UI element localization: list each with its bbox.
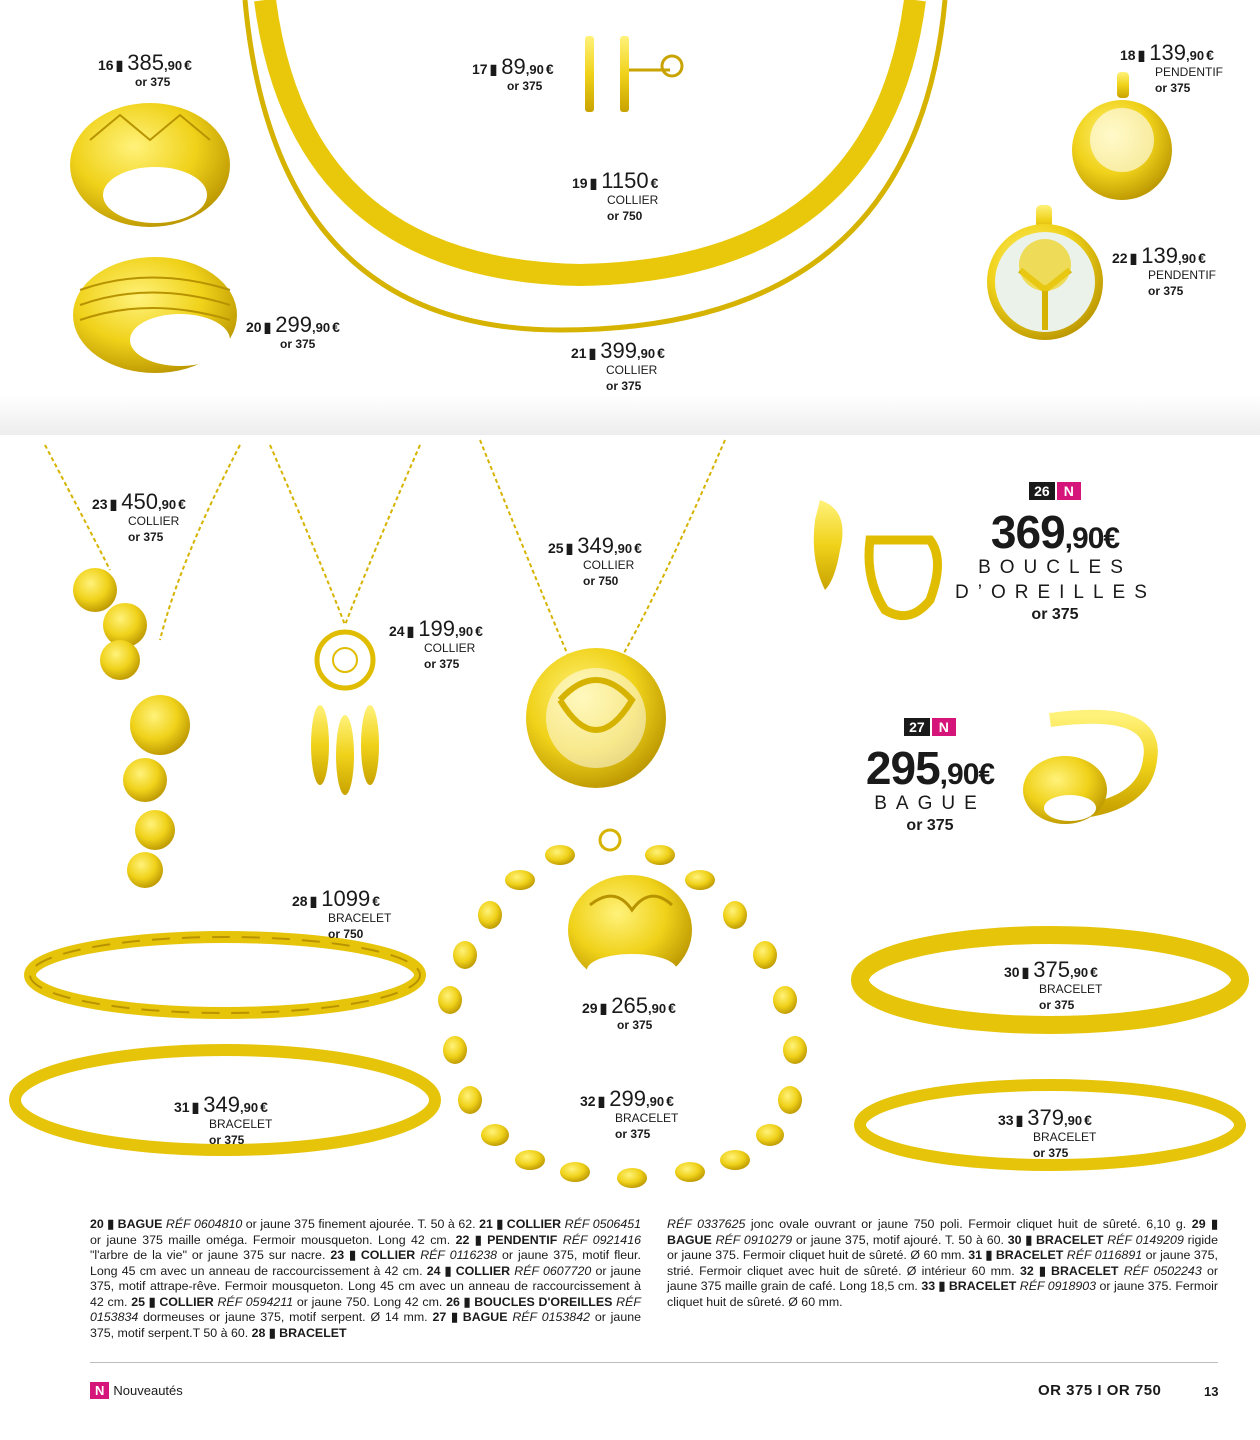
earrings-26-image	[814, 500, 938, 616]
pendant-22-image	[987, 205, 1103, 340]
ring-16-image	[70, 103, 230, 227]
featured-price-26: 26 N 369,90€ BOUCLES D’OREILLES or 375	[955, 483, 1156, 623]
footer-title: OR 375 I OR 750	[1038, 1382, 1162, 1399]
price-tag-31: 31 ▮ 349,90 € BRACELET or 375	[174, 1092, 273, 1147]
price-tag-24: 24 ▮ 199,90 € COLLIER or 375	[389, 616, 483, 671]
price-tag-17: 17 ▮ 89,90 € or 375	[472, 54, 554, 93]
price-tag-18: 18 ▮ 139,90 € PENDENTIF or 375	[1120, 40, 1224, 95]
price-tag-16: 16 ▮ 385,90 € or 375	[98, 50, 192, 89]
description-column-2: RÉF 0337625 jonc ovale ouvrant or jaune 750 poli. Fermoir cliquet huit de sûreté. 6,10 g. 29 ▮ BAGUE RÉF 0910279 or jaune 375, motif ajouré. T. 50 à 60. 30 ▮ BRACELET RÉF 0149209 rigide or jaune 375. Fermoir cliquet huit de sûreté. Ø 60 mm. 31 ▮ BRACELET RÉF 0116891 or jaune 375, strié. Fermoir cliquet avec huit de sûreté. Ø intérieur 60 mm. 32 ▮ BRACELET RÉF 0502243 or jaune 375 maille grain de café. Long 18,5 cm. 33 ▮ BRACELET RÉF 0918903 or jaune 375. Fermoir cliquet huit de sûreté. Ø 60 mm.	[667, 1217, 1219, 1309]
price-tag-29: 29 ▮ 265,90 € or 375	[582, 993, 676, 1032]
footer-legend: N Nouveautés	[90, 1382, 183, 1399]
featured-price-27: 27 N 295,90€ BAGUE or 375	[865, 719, 995, 834]
price-tag-25: 25 ▮ 349,90 € COLLIER or 750	[548, 533, 642, 588]
price-tag-21: 21 ▮ 399,90 € COLLIER or 375	[571, 338, 665, 393]
price-tag-28: 28 ▮ 1099 € BRACELET or 750	[292, 886, 392, 941]
necklace-25-image	[480, 440, 725, 788]
ring-20-image	[73, 257, 237, 373]
price-tag-22: 22 ▮ 139,90 € PENDENTIF or 375	[1112, 243, 1217, 298]
price-tag-23: 23 ▮ 450,90 € COLLIER or 375	[92, 489, 186, 544]
new-badge: 27 N	[904, 718, 956, 736]
price-tag-33: 33 ▮ 379,90 € BRACELET or 375	[998, 1105, 1097, 1160]
price-tag-19: 19 ▮ 1150 € COLLIER or 750	[572, 168, 659, 223]
ring-29-image	[568, 875, 692, 986]
bracelet-28-image	[30, 937, 420, 1013]
price-tag-32: 32 ▮ 299,90 € BRACELET or 375	[580, 1086, 679, 1141]
new-badge-icon: N	[90, 1382, 109, 1399]
footer-divider	[90, 1362, 1218, 1363]
ring-27-image	[1023, 717, 1151, 824]
new-badge: 26 N	[1029, 482, 1081, 500]
price-tag-20: 20 ▮ 299,90 € or 375	[246, 312, 340, 351]
price-tag-30: 30 ▮ 375,90 € BRACELET or 375	[1004, 957, 1103, 1012]
necklace-19-21-image	[245, 0, 945, 330]
earrings-17-image	[585, 36, 682, 112]
section-divider-band	[0, 395, 1260, 435]
page-number: 13	[1204, 1384, 1219, 1399]
description-column-1: 20 ▮ BAGUE RÉF 0604810 or jaune 375 finement ajourée. T. 50 à 62. 21 ▮ COLLIER RÉF 0506451 or jaune 375 maille oméga. Fermoir mousqueton. Long 42 cm. 22 ▮ PENDENTIF RÉF 0921416 "l'arbre de la vie" or jaune 375 sur nacre. 23 ▮ COLLIER RÉF 0116238 or jaune 375, motif fleur. Long 45 cm avec un anneau de raccourcissement à 42 cm. 24 ▮ COLLIER RÉF 0607720 or jaune 375, motif attrape-rêve. Fermoir mousqueton. Long 45 cm avec un anneau de raccourcissement à 42 cm. 25 ▮ COLLIER RÉF 0594211 or jaune 750. Long 42 cm. 26 ▮ BOUCLES D'OREILLES RÉF 0153834 dormeuses or jaune 375, motif serpent. Ø 14 mm. 27 ▮ BAGUE RÉF 0153842 or jaune 375, motif serpent.T 50 à 60. 28 ▮ BRACELET	[90, 1217, 641, 1340]
